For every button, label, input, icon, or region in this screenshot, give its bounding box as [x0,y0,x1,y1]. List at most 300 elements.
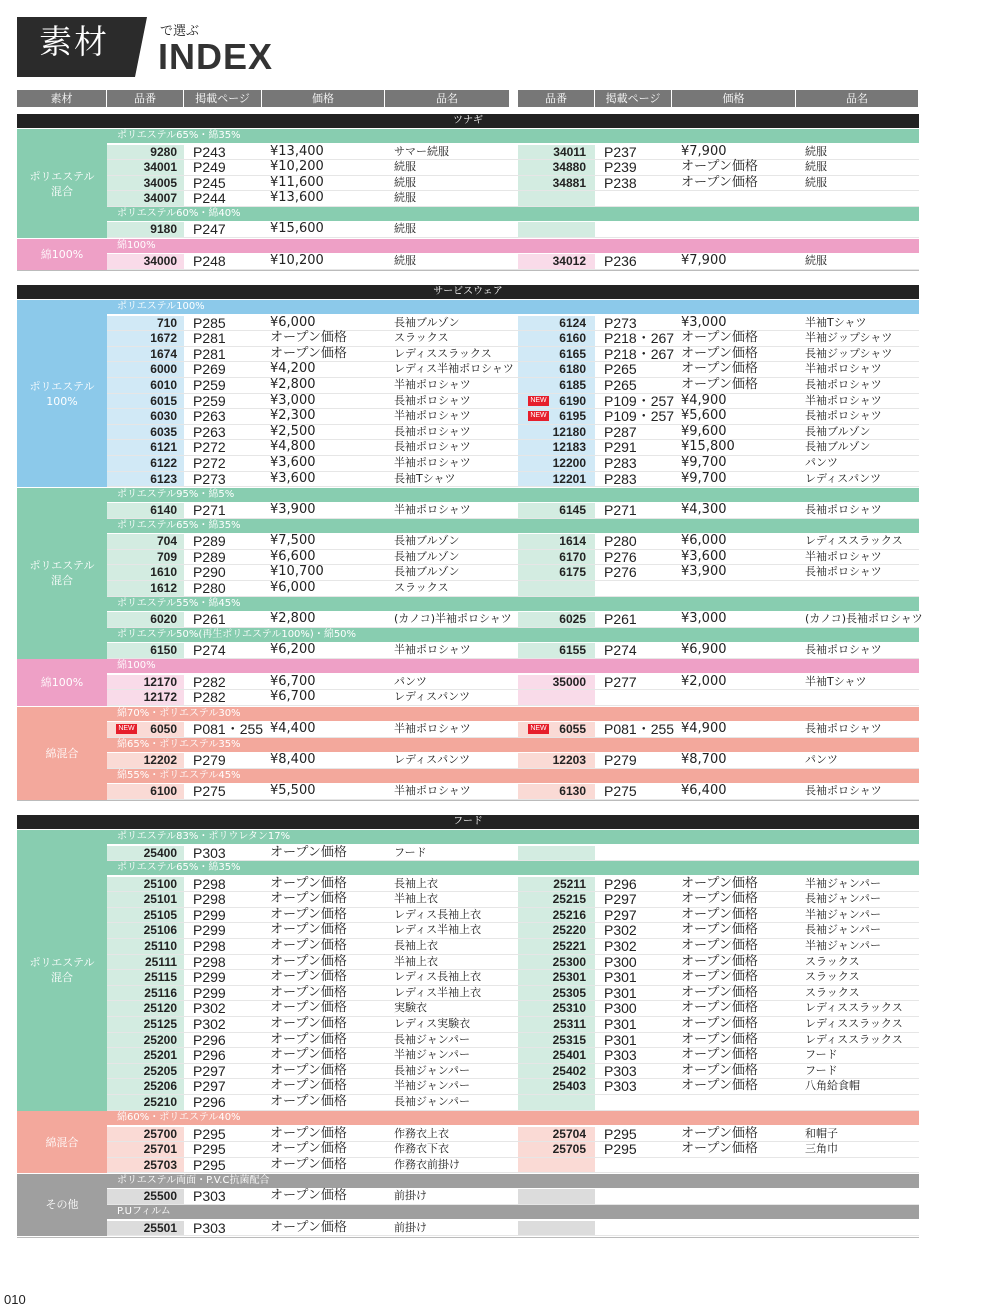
cell-price: ¥3,000 [270,392,316,408]
cell-product-no: 25125 [143,1017,177,1031]
cell-right-page: P109・257 [604,408,675,425]
cell-product-no: 6122 [150,455,177,470]
cell-page: P289 [193,533,226,550]
cell-page: P303 [193,1188,226,1205]
cell-right-product-no: 6055 [559,722,586,736]
cell-product-no: 9180 [150,222,177,237]
cell-right-product-name: 半袖ポロシャツ [805,362,882,376]
cell-product-no: 6050 [150,722,177,736]
cell-page: P259 [193,392,226,409]
cell-product-no: 25200 [143,1032,177,1047]
cell-right-product-name: 続服 [805,175,827,189]
cell-page: P247 [193,221,226,238]
material-subheader: ポリエステル50%(再生ポリエステル100%)・綿50% [107,628,919,642]
cell-product-no: 1672 [150,331,177,346]
title-notch [135,17,147,77]
cell-page: P282 [193,673,226,690]
cell-page: P295 [193,1141,226,1158]
cell-right-price: オープン価格 [681,361,758,377]
material-subheader: 綿70%・ポリエステル30% [107,707,919,721]
cell-product-name: 長袖ポロシャツ [394,424,471,438]
cell-right-page: P237 [604,143,637,160]
cell-product-no: 34000 [143,254,177,268]
cell-right-price: オープン価格 [681,891,758,907]
cell-product-name: 長袖上衣 [394,876,438,890]
cell-page: P271 [193,502,226,519]
cell-right-product-name: 半袖ジャンパー [805,876,882,890]
material-subheader: ポリエステル65%・綿35% [107,129,919,143]
cell-product-name: フード [394,845,427,859]
material-label: ポリエステル 100% [17,300,107,487]
cell-product-name: レディス半袖上衣 [394,985,482,999]
header-product-no: 品番 [107,90,183,107]
cell-right-product-name: 八角給食帽 [805,1079,860,1093]
cell-page: P298 [193,938,226,954]
cell-product-name: 半袖上衣 [394,892,438,906]
cell-right-product-name: スラックス [805,985,860,999]
cell-right-product-no: 25300 [552,954,586,969]
cell-right-product-no: 25401 [552,1048,586,1063]
cell-page: P302 [193,1016,226,1032]
cell-right-product-name: スラックス [805,970,860,984]
cell-right-page: P265 [604,376,637,393]
material-subheader: 綿55%・ポリエステル45% [107,769,919,783]
cell-price: ¥10,700 [270,564,324,580]
cell-right-price: オープン価格 [681,875,758,891]
cell-price: ¥3,600 [270,454,316,470]
cell-right-page: P273 [604,314,637,331]
cell-right-product-no: 34011 [553,144,586,159]
cell-page: P296 [193,1031,226,1048]
cell-right-product-no: 25211 [553,876,586,891]
cell-product-no: 710 [156,315,177,330]
cell-right-price: オープン価格 [681,1016,758,1031]
cell-product-name: 長袖Tシャツ [394,471,456,485]
cell-price: オープン価格 [270,1188,347,1204]
material-label: ポリエステル 混合 [17,488,107,659]
title-subtitle: で選ぶ [160,24,200,39]
cell-product-no: 6030 [150,409,177,424]
cell-product-name: 長袖ブルゾン [394,534,460,548]
cell-product-name: レディス半袖ポロシャツ [394,362,514,376]
cell-right-product-name: レディスパンツ [805,471,882,485]
cell-right-page: P271 [604,502,637,519]
cell-product-name: 半袖ジャンパー [394,1048,471,1062]
cell-right-page: P302 [604,922,637,939]
cell-product-no: 25116 [144,985,177,1000]
cell-price: オープン価格 [270,345,347,361]
cell-product-name: 続服 [394,191,416,205]
cell-right-product-no: 25220 [552,923,586,938]
cell-price: オープン価格 [270,330,347,346]
cell-product-name: レディス実験衣 [394,1017,471,1030]
new-badge: NEW [528,724,549,734]
cell-right-product-no: 25705 [552,1142,586,1157]
cell-right-price: ¥7,900 [681,253,727,268]
cell-page: P269 [193,361,226,378]
cell-right-product-no: 25311 [553,1017,586,1031]
cell-page: P303 [193,1219,226,1236]
cell-right-price: オープン価格 [681,1062,758,1078]
cell-right-price: ¥9,700 [681,454,727,470]
cell-right-product-no: 25215 [552,892,586,907]
cell-right-page: P265 [604,361,637,378]
cell-right-price: ¥6,900 [681,642,727,658]
cell-price: オープン価格 [270,891,347,907]
cell-page: P280 [193,580,226,596]
cell-page: P298 [193,953,226,970]
cell-right-price: オープン価格 [681,174,758,190]
cell-page: P295 [193,1156,226,1173]
cell-price: ¥2,300 [270,408,316,424]
cell-right-price: オープン価格 [681,345,758,361]
cell-right-product-no: 12200 [552,455,586,470]
material-subheader: ポリエステル55%・綿45% [107,597,919,611]
cell-page: P303 [193,844,226,861]
cell-price: ¥13,400 [270,143,324,159]
cell-right-page: P261 [604,611,637,628]
cell-right-product-name: レディススラックス [805,1032,903,1046]
cell-right-price: オープン価格 [681,1141,758,1157]
cell-product-name: 半袖ポロシャツ [394,377,471,391]
cell-product-no: 34007 [143,191,177,206]
cell-right-price: ¥4,900 [681,721,727,736]
cell-right-price: オープン価格 [681,1078,758,1094]
cell-right-price: ¥3,900 [681,564,727,580]
material-subheader: ポリエステル両面・P.V.C抗菌配合 [107,1174,919,1188]
cell-price: オープン価格 [270,953,347,969]
cell-product-no: 25201 [143,1048,177,1063]
material-label: ポリエステル 混合 [17,129,107,238]
cell-product-name: 長袖ポロシャツ [394,440,471,454]
cell-product-no: 25115 [144,970,177,985]
cell-product-no: 25105 [143,907,177,922]
cell-right-product-name: フード [805,1048,838,1062]
cell-product-no: 25206 [143,1079,177,1094]
cell-page: P244 [193,190,226,207]
cell-page: P299 [193,969,226,986]
cell-right-page: P238 [604,174,637,191]
material-label: 綿100% [17,659,107,706]
cell-right-page: P296 [604,875,637,892]
cell-right-price: オープン価格 [681,1000,758,1016]
cell-right-product-name: 長袖ブルゾン [805,440,871,454]
cell-product-no: 6123 [150,471,177,486]
cell-product-no: 6000 [150,362,177,377]
cell-product-name: レディスパンツ [394,753,471,767]
cell-right-price: ¥4,300 [681,502,727,518]
cell-right-product-name: 長袖ジャンパー [805,923,882,937]
cell-product-name: 半袖ポロシャツ [394,784,471,798]
cell-right-page: P301 [604,1031,637,1048]
cell-page: P296 [193,1047,226,1064]
cell-right-product-no: 6025 [559,612,586,627]
cell-right-page: P303 [604,1062,637,1079]
cell-price: ¥8,400 [270,752,316,768]
cell-right-product-no: 6145 [559,503,586,518]
cell-product-no: 25101 [143,892,177,907]
cell-right-product-no: 6160 [559,331,586,346]
cell-page: P281 [193,330,226,347]
cell-right-product-name: レディススラックス [805,1001,903,1015]
cell-product-name: 続服 [394,160,416,174]
cell-product-name: 半袖ポロシャツ [394,722,471,735]
cell-page: P249 [193,159,226,176]
cell-page: P296 [193,1094,226,1110]
row-num-band-right [518,846,595,861]
cell-product-name: 作務衣上衣 [394,1126,449,1140]
cell-product-no: 25210 [143,1095,177,1109]
cell-product-name: 長袖ブルゾン [394,565,460,579]
cell-right-price: ¥4,900 [681,392,727,408]
cell-right-page: P297 [604,906,637,923]
cell-page: P272 [193,439,226,456]
cell-page: P248 [193,253,226,269]
cell-right-product-name: レディススラックス [805,1017,903,1030]
cell-right-price: オープン価格 [681,159,758,175]
cell-right-product-no: 34012 [552,254,586,268]
cell-product-no: 25700 [143,1126,177,1141]
cell-right-price: オープン価格 [681,330,758,346]
cell-right-page: P218・267 [604,345,675,362]
cell-product-name: レディスパンツ [394,690,471,704]
cell-product-name: (カノコ)半袖ポロシャツ [394,612,512,626]
cell-right-product-name: 続服 [805,160,827,174]
cell-product-no: 709 [156,549,177,564]
cell-right-price: オープン価格 [681,984,758,1000]
cell-right-product-name: スラックス [805,954,860,968]
cell-right-product-no: 34881 [552,175,586,190]
cell-price: ¥3,600 [270,470,316,486]
cell-right-page: P291 [604,439,637,456]
cell-product-no: 25205 [143,1063,177,1078]
cell-product-no: 25400 [143,845,177,860]
cell-price: ¥4,200 [270,361,316,377]
cell-page: P282 [193,689,226,706]
section-bottom-rule [17,270,919,271]
cell-product-no: 12170 [143,674,177,689]
cell-price: オープン価格 [270,1047,347,1063]
cell-page: P273 [193,470,226,487]
cell-product-name: 半袖ポロシャツ [394,643,471,657]
cell-price: ¥10,200 [270,159,324,175]
cell-right-product-no: 6130 [559,784,586,799]
header-product-name: 品名 [385,90,509,107]
cell-right-product-no: 25315 [552,1032,586,1047]
header-right-product-name: 品名 [796,90,918,107]
cell-right-price: ¥3,600 [681,548,727,564]
cell-right-page: P295 [604,1141,637,1158]
cell-right-product-no: 6190 [559,393,586,408]
cell-price: オープン価格 [270,922,347,938]
cell-right-price: ¥8,700 [681,752,727,768]
material-subheader: ポリエステル60%・綿40% [107,207,919,221]
cell-right-product-no: 6155 [559,643,586,658]
cell-right-product-name: 三角巾 [805,1142,838,1156]
cell-product-no: 1612 [150,581,177,595]
cell-right-product-name: 続服 [805,254,827,267]
cell-right-product-name: 半袖ジャンパー [805,939,882,952]
cell-right-product-name: パンツ [805,455,838,469]
title-kanji: 素材 [17,17,135,77]
cell-right-product-no: 25301 [552,970,586,985]
cell-right-product-no: 6124 [559,315,586,330]
cell-product-name: 長袖ブルゾン [394,549,460,563]
new-badge: NEW [528,411,549,421]
cell-price: オープン価格 [270,1078,347,1094]
cell-price: ¥6,700 [270,689,316,705]
cell-right-page: P300 [604,953,637,970]
cell-price: ¥3,900 [270,502,316,518]
cell-product-name: 半袖上衣 [394,954,438,968]
cell-price: オープン価格 [270,1141,347,1157]
header-page: 掲載ページ [184,90,261,107]
material-subheader: 綿100% [107,239,919,253]
cell-product-no: 6150 [150,643,177,658]
cell-right-product-name: パンツ [805,753,838,767]
material-subheader: 綿100% [107,659,919,673]
cell-product-name: 長袖ジャンパー [394,1063,471,1077]
cell-product-no: 25110 [144,939,177,953]
cell-product-name: 長袖上衣 [394,939,438,952]
cell-right-price: オープン価格 [681,1125,758,1141]
cell-product-name: サマー続服 [394,144,449,158]
cell-right-product-no: 6180 [559,362,586,377]
cell-product-name: 続服 [394,254,416,267]
cell-page: P243 [193,143,226,160]
cell-page: P279 [193,752,226,769]
cell-right-price: オープン価格 [681,1047,758,1063]
cell-product-no: 9280 [150,144,177,159]
cell-page: P274 [193,642,226,659]
new-badge: NEW [116,724,137,734]
cell-right-page: P301 [604,1016,637,1032]
cell-right-product-name: 長袖ポロシャツ [805,722,882,735]
cell-product-no: 1674 [150,346,177,361]
cell-page: P261 [193,611,226,628]
cell-right-page: P301 [604,984,637,1001]
cell-product-no: 34005 [143,175,177,190]
cell-price: ¥6,700 [270,673,316,689]
cell-right-product-name: 長袖ブルゾン [805,424,871,438]
cell-price: オープン価格 [270,1000,347,1016]
cell-product-name: 前掛け [394,1220,427,1234]
cell-page: P259 [193,376,226,393]
cell-right-page: P295 [604,1125,637,1142]
cell-right-product-no: 25403 [552,1079,586,1094]
cell-page: P281 [193,345,226,362]
cell-right-page: P279 [604,752,637,769]
cell-price: オープン価格 [270,984,347,1000]
cell-product-name: 長袖ポロシャツ [394,393,471,407]
cell-right-price: ¥7,900 [681,143,727,159]
cell-product-name: スラックス [394,331,449,345]
cell-product-no: 25703 [143,1157,177,1172]
cell-product-name: 半袖ポロシャツ [394,503,471,517]
cell-page: P263 [193,423,226,440]
cell-product-no: 25111 [144,954,177,969]
cell-product-name: 半袖ジャンパー [394,1079,471,1093]
cell-right-page: P275 [604,783,637,800]
material-subheader: ポリエステル100% [107,300,919,314]
cell-product-no: 25100 [143,876,177,891]
cell-product-no: 34001 [143,160,177,175]
section-title: ツナギ [17,114,919,128]
cell-product-no: 25106 [143,923,177,938]
cell-product-no: 6015 [150,393,177,408]
material-label: 綿混合 [17,1111,107,1173]
cell-right-price: ¥3,000 [681,314,727,330]
material-subheader: 綿60%・ポリエステル40% [107,1111,919,1125]
cell-price: ¥6,600 [270,548,316,564]
cell-right-product-name: (カノコ)長袖ポロシャツ [805,612,923,626]
cell-right-product-no: 35000 [552,674,586,689]
cell-price: オープン価格 [270,938,347,953]
title-index: INDEX [158,36,274,77]
cell-product-name: 半袖ポロシャツ [394,409,471,423]
cell-right-page: P274 [604,642,637,659]
cell-price: ¥15,600 [270,221,324,237]
cell-product-no: 6035 [150,424,177,439]
cell-right-product-no: 6175 [559,565,586,580]
cell-product-name: 続服 [394,175,416,189]
cell-right-page: P287 [604,423,637,440]
cell-page: P275 [193,783,226,800]
cell-right-product-name: 半袖ジャンパー [805,907,882,921]
cell-right-product-no: 25305 [552,985,586,1000]
cell-price: オープン価格 [270,1016,347,1031]
new-badge: NEW [528,396,549,406]
cell-right-page: P280 [604,533,637,550]
cell-product-name: 作務衣下衣 [394,1142,449,1156]
material-subheader: P.Uフィルム [107,1205,919,1219]
cell-right-price: ¥3,000 [681,611,727,627]
cell-right-price: オープン価格 [681,376,758,392]
cell-right-product-no: 6165 [559,346,586,361]
cell-price: オープン価格 [270,969,347,985]
cell-product-name: スラックス [394,581,449,594]
cell-right-product-no: 25704 [552,1126,586,1141]
row-num-band-right [518,191,595,206]
cell-product-name: 実験衣 [394,1001,427,1015]
cell-right-product-name: フード [805,1063,838,1077]
cell-right-product-no: 25310 [552,1001,586,1016]
cell-price: オープン価格 [270,844,347,860]
cell-right-product-name: 長袖ポロシャツ [805,643,882,657]
cell-right-price: オープン価格 [681,969,758,985]
cell-right-page: P236 [604,253,637,269]
cell-right-product-name: 長袖ポロシャツ [805,377,882,391]
cell-price: ¥5,500 [270,783,316,799]
cell-right-product-name: 和帽子 [805,1126,838,1140]
cell-right-page: P303 [604,1078,637,1095]
material-subheader: 綿65%・ポリエステル35% [107,738,919,752]
cell-page: P299 [193,922,226,939]
cell-product-name: レディススラックス [394,346,492,360]
row-num-band-right [518,1158,595,1173]
cell-price: ¥4,400 [270,721,316,736]
material-subheader: ポリエステル95%・綿5% [107,488,919,502]
cell-price: オープン価格 [270,906,347,922]
cell-right-product-name: 半袖Tシャツ [805,674,867,688]
cell-right-page: P303 [604,1047,637,1064]
cell-right-product-no: 34880 [552,160,586,175]
cell-right-price: ¥15,800 [681,439,735,455]
cell-right-product-name: 長袖ポロシャツ [805,503,882,517]
cell-right-product-name: 半袖ポロシャツ [805,393,882,407]
material-label: ポリエステル 混合 [17,830,107,1111]
section-title: フード [17,815,919,829]
